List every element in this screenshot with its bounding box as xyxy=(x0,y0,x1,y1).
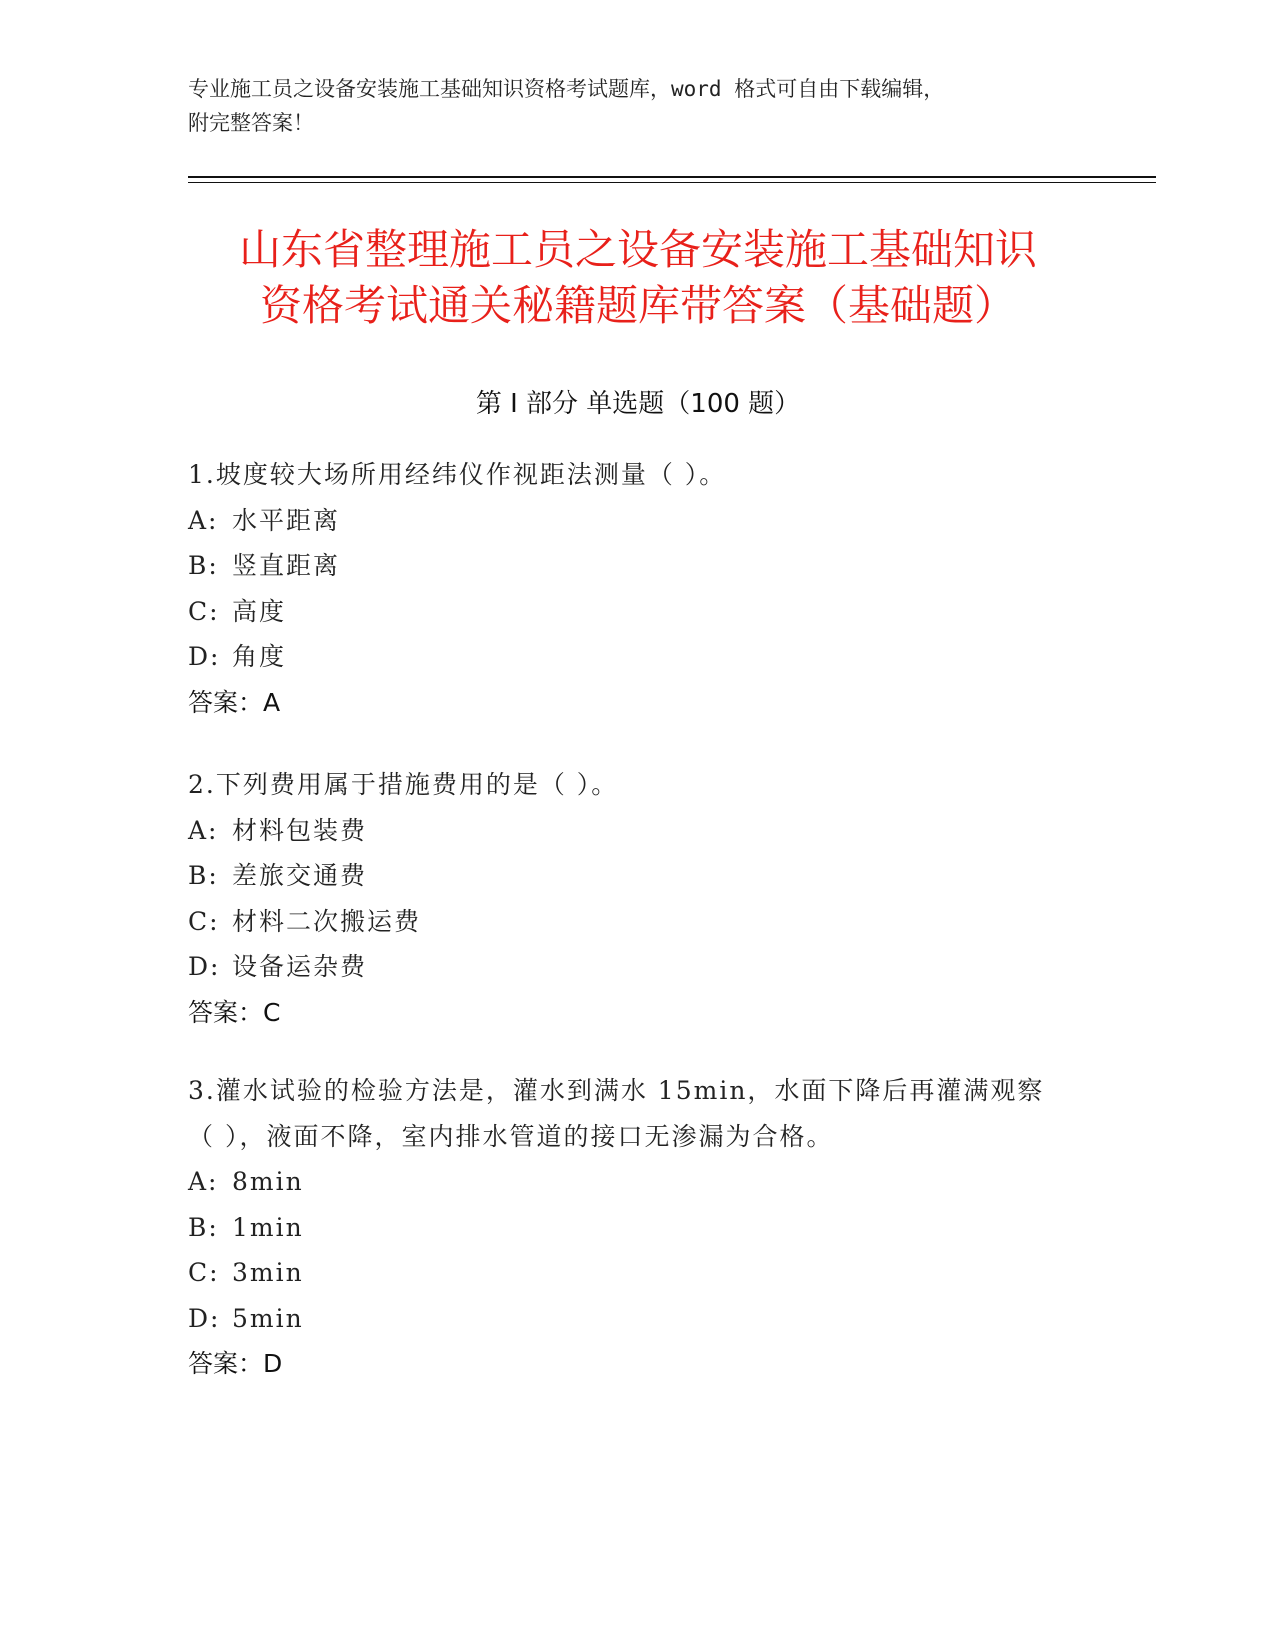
question-2 xyxy=(188,762,1088,1035)
option-label: D: xyxy=(188,952,221,981)
option-text: 水平距离 xyxy=(232,505,341,535)
document-title-line: 山东省整理施工员之设备安装施工基础知识 xyxy=(238,225,1037,274)
option-label: B: xyxy=(188,551,219,580)
question-option-d xyxy=(188,1296,1088,1342)
option-label: A: xyxy=(188,1167,219,1196)
question-answer: 答案：C xyxy=(188,997,281,1027)
option-text: 5min xyxy=(232,1303,304,1333)
question-option-d xyxy=(188,944,1088,990)
question-option-a xyxy=(188,498,1088,544)
option-label: A: xyxy=(188,505,219,535)
option-label: C: xyxy=(188,1258,220,1287)
option-label: C: xyxy=(188,906,220,936)
option-text: 材料包装费 xyxy=(232,815,368,845)
option-text: 1min xyxy=(232,1212,304,1242)
option-label: D: xyxy=(188,1303,221,1333)
question-stem: 3.灌水试验的检验方法是，灌水到满水 15min，水面下降后再灌满观察 xyxy=(188,1076,1045,1105)
question-option-b xyxy=(188,1205,1088,1251)
question-option-b xyxy=(188,543,1088,589)
header-divider-thick xyxy=(188,176,1156,178)
question-stem: 2.下列费用属于措施费用的是（ ）。 xyxy=(188,770,619,799)
question-option-c xyxy=(188,589,1088,635)
option-text: 角度 xyxy=(232,642,287,671)
option-text: 竖直距离 xyxy=(232,551,341,580)
question-option-a xyxy=(188,1159,1088,1205)
option-label: C: xyxy=(188,596,220,626)
option-text: 3min xyxy=(232,1258,304,1287)
question-stem: 1.坡度较大场所用经纬仪作视距法测量（ ）。 xyxy=(188,460,727,489)
option-text: 差旅交通费 xyxy=(232,861,368,890)
question-option-b xyxy=(188,853,1088,899)
section-title: 第 I 部分 单选题（100 题） xyxy=(475,389,801,419)
header-note xyxy=(188,72,1068,140)
header-divider-thin xyxy=(188,182,1156,183)
header-note-line: 附完整答案！ xyxy=(188,111,314,135)
option-text: 高度 xyxy=(232,596,287,626)
option-label: D: xyxy=(188,642,221,671)
option-label: B: xyxy=(188,1212,219,1242)
question-answer: 答案：A xyxy=(188,687,281,717)
option-text: 8min xyxy=(232,1167,304,1196)
question-option-c xyxy=(188,899,1088,945)
question-3 xyxy=(188,1068,1088,1387)
option-text: 材料二次搬运费 xyxy=(232,906,422,936)
question-option-a xyxy=(188,808,1088,854)
question-stem-continued: （ ），液面不降，室内排水管道的接口无渗漏为合格。 xyxy=(188,1121,834,1151)
header-note-line: 专业施工员之设备安装施工基础知识资格考试题库，word 格式可自由下载编辑， xyxy=(188,77,945,101)
question-1 xyxy=(188,452,1088,725)
option-label: B: xyxy=(188,861,219,890)
document-title xyxy=(188,222,1088,334)
option-text: 设备运杂费 xyxy=(232,952,368,981)
option-label: A: xyxy=(188,815,219,845)
document-title-line: 资格考试通关秘籍题库带答案（基础题） xyxy=(259,281,1016,330)
question-option-d xyxy=(188,634,1088,680)
question-answer: 答案：D xyxy=(188,1349,283,1378)
question-option-c xyxy=(188,1250,1088,1296)
